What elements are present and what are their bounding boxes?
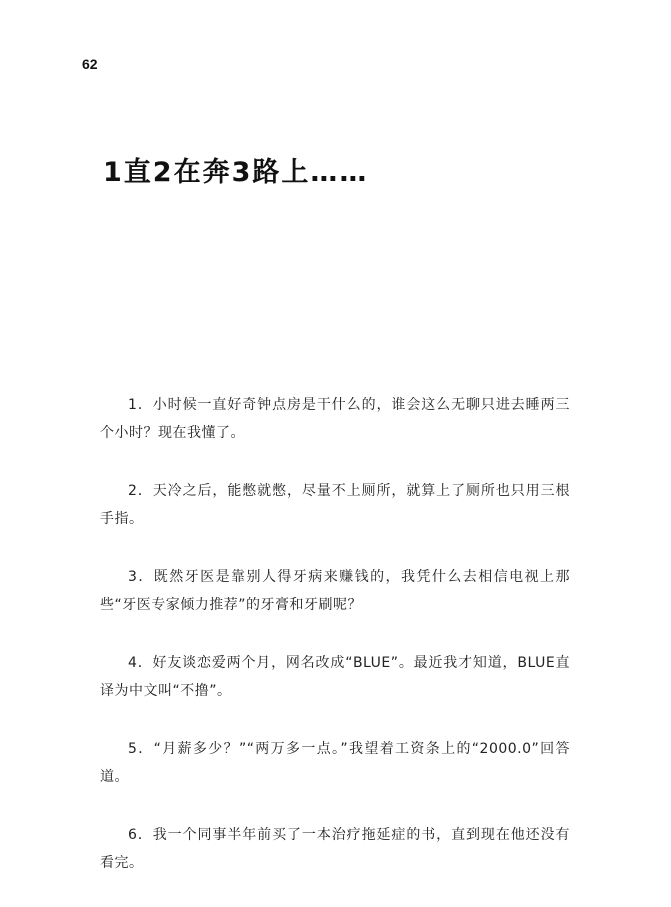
- joke-paragraph-1: 1．小时候一直好奇钟点房是干什么的，谁会这么无聊只进去睡两三个小时？现在我懂了。: [100, 397, 570, 441]
- joke-list: [100, 391, 570, 907]
- joke-paragraph-6: 6．我一个同事半年前买了一本治疗拖延症的书，直到现在他还没有看完。: [100, 827, 570, 871]
- joke-paragraph-4: 4．好友谈恋爱两个月，网名改成“BLUE”。最近我才知道，BLUE直译为中文叫“不撸”。: [100, 655, 570, 699]
- page-number: 62: [82, 56, 98, 72]
- chapter-title: 1直2在奔3路上……: [103, 157, 369, 188]
- joke-paragraph-3: 3．既然牙医是靠别人得牙病来赚钱的，我凭什么去相信电视上那些“牙医专家倾力推荐”的牙膏和牙刷呢？: [100, 569, 570, 613]
- joke-paragraph-2: 2．天冷之后，能憋就憋，尽量不上厕所，就算上了厕所也只用三根手指。: [100, 483, 570, 527]
- joke-paragraph-5: 5．“月薪多少？”“两万多一点。”我望着工资条上的“2000.0”回答道。: [100, 741, 570, 785]
